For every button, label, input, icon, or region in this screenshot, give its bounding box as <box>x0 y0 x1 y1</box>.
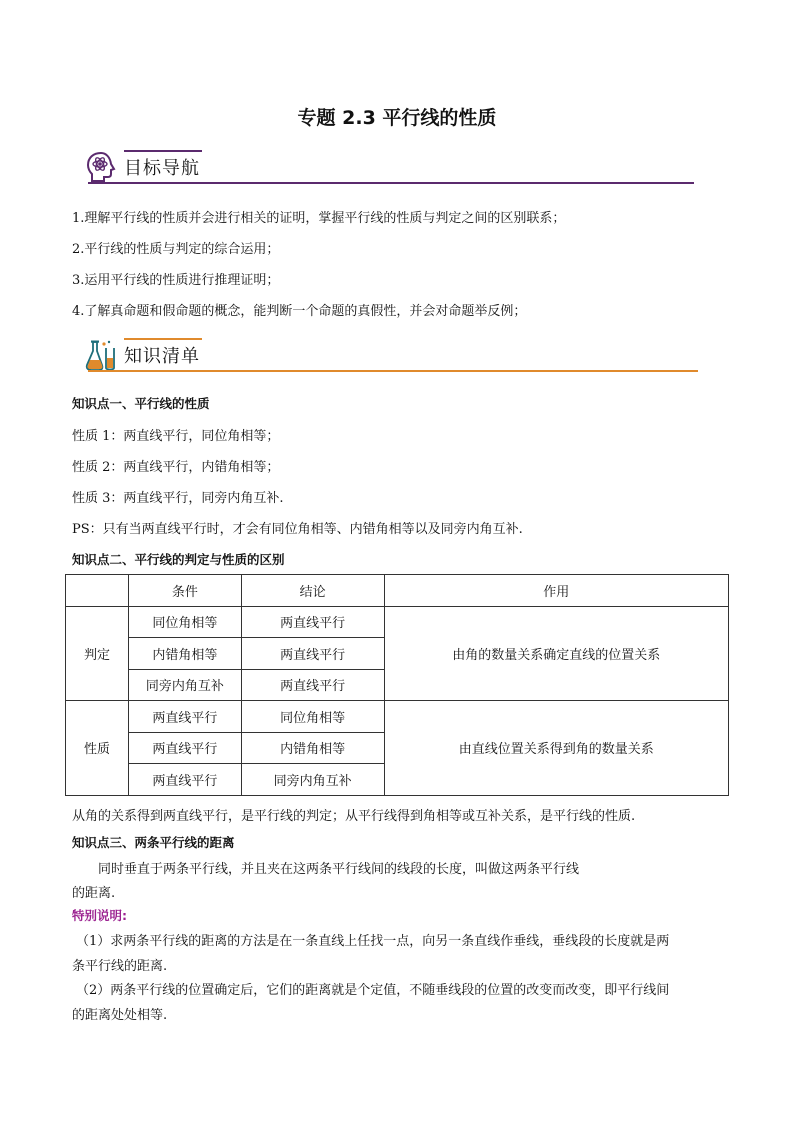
comparison-table <box>65 574 729 796</box>
kp2-summary: 从角的关系得到两直线平行，是平行线的判定；从平行线得到角相等或互补关系，是平行线的性质. <box>72 809 636 824</box>
note-2-line-1: （2）两条平行线的位置确定后，它们的距离就是个定值，不随垂线段的位置的改变而改变，即平行线间 <box>76 983 670 998</box>
banner-top-line <box>124 338 202 340</box>
kp2-heading: 知识点二、平行线的判定与性质的区别 <box>72 552 285 567</box>
special-note-label: 特别说明: <box>72 908 127 923</box>
goal-item-2: 2.平行线的性质与判定的综合运用； <box>72 242 280 257</box>
table-cell: 两直线平行 <box>241 638 384 670</box>
kp3-heading: 知识点三、两条平行线的距离 <box>72 835 235 850</box>
section-banner-knowledge <box>84 338 696 378</box>
group-label-cell: 性质 <box>66 701 129 796</box>
table-cell: 同位角相等 <box>241 701 384 733</box>
table-cell: 两直线平行 <box>128 732 241 764</box>
note-1-line-1: （1）求两条平行线的距离的方法是在一条直线上任找一点，向另一条直线作垂线，垂线段的长度就是两 <box>76 934 670 949</box>
table-row <box>66 701 729 733</box>
table-cell: 两直线平行 <box>241 669 384 701</box>
kp3-definition-line-1: 同时垂直于两条平行线，并且夹在这两条平行线间的线段的长度，叫做这两条平行线 <box>98 862 580 877</box>
flask-icon <box>84 338 118 372</box>
section-banner-goals <box>84 150 696 190</box>
table-header-cell <box>66 575 129 607</box>
table-cell: 同旁内角互补 <box>128 669 241 701</box>
note-1-line-2: 条平行线的距离. <box>72 959 168 974</box>
group-label-cell: 判定 <box>66 606 129 701</box>
brain-atom-icon <box>84 150 118 184</box>
table-cell: 同旁内角互补 <box>241 764 384 796</box>
kp1-line-2: 性质 2：两直线平行，内错角相等； <box>72 460 280 475</box>
kp3-definition-line-2: 的距离. <box>72 886 116 901</box>
table-cell: 内错角相等 <box>241 732 384 764</box>
kp1-heading: 知识点一、平行线的性质 <box>72 396 210 411</box>
effect-cell: 由直线位置关系得到角的数量关系 <box>384 701 728 796</box>
table-header-cell: 条件 <box>128 575 241 607</box>
table-cell: 两直线平行 <box>128 701 241 733</box>
section-heading-knowledge: 知识清单 <box>124 346 200 367</box>
goal-item-4: 4.了解真命题和假命题的概念，能判断一个命题的真假性，并会对命题举反例； <box>72 304 527 319</box>
table-cell: 同位角相等 <box>128 606 241 638</box>
section-heading-goals: 目标导航 <box>124 158 200 179</box>
table-cell: 两直线平行 <box>128 764 241 796</box>
kp1-line-3: 性质 3：两直线平行，同旁内角互补. <box>72 491 284 506</box>
effect-cell: 由角的数量关系确定直线的位置关系 <box>384 606 728 701</box>
table-cell: 内错角相等 <box>128 638 241 670</box>
note-2-line-2: 的距离处处相等. <box>72 1008 168 1023</box>
goal-item-1: 1.理解平行线的性质并会进行相关的证明，掌握平行线的性质与判定之间的区别联系； <box>72 211 566 226</box>
banner-rule <box>88 182 694 184</box>
table-row <box>66 606 729 638</box>
table-header-row <box>66 575 729 607</box>
kp1-line-1: 性质 1：两直线平行，同位角相等； <box>72 429 280 444</box>
table-header-cell: 作用 <box>384 575 728 607</box>
table-cell: 两直线平行 <box>241 606 384 638</box>
goal-item-3: 3.运用平行线的性质进行推理证明； <box>72 273 280 288</box>
banner-top-line <box>124 150 202 152</box>
banner-rule <box>88 370 698 372</box>
table-header-cell: 结论 <box>241 575 384 607</box>
page-title: 专题 2.3 平行线的性质 <box>297 107 497 129</box>
kp1-ps: PS：只有当两直线平行时，才会有同位角相等、内错角相等以及同旁内角互补. <box>72 522 523 537</box>
